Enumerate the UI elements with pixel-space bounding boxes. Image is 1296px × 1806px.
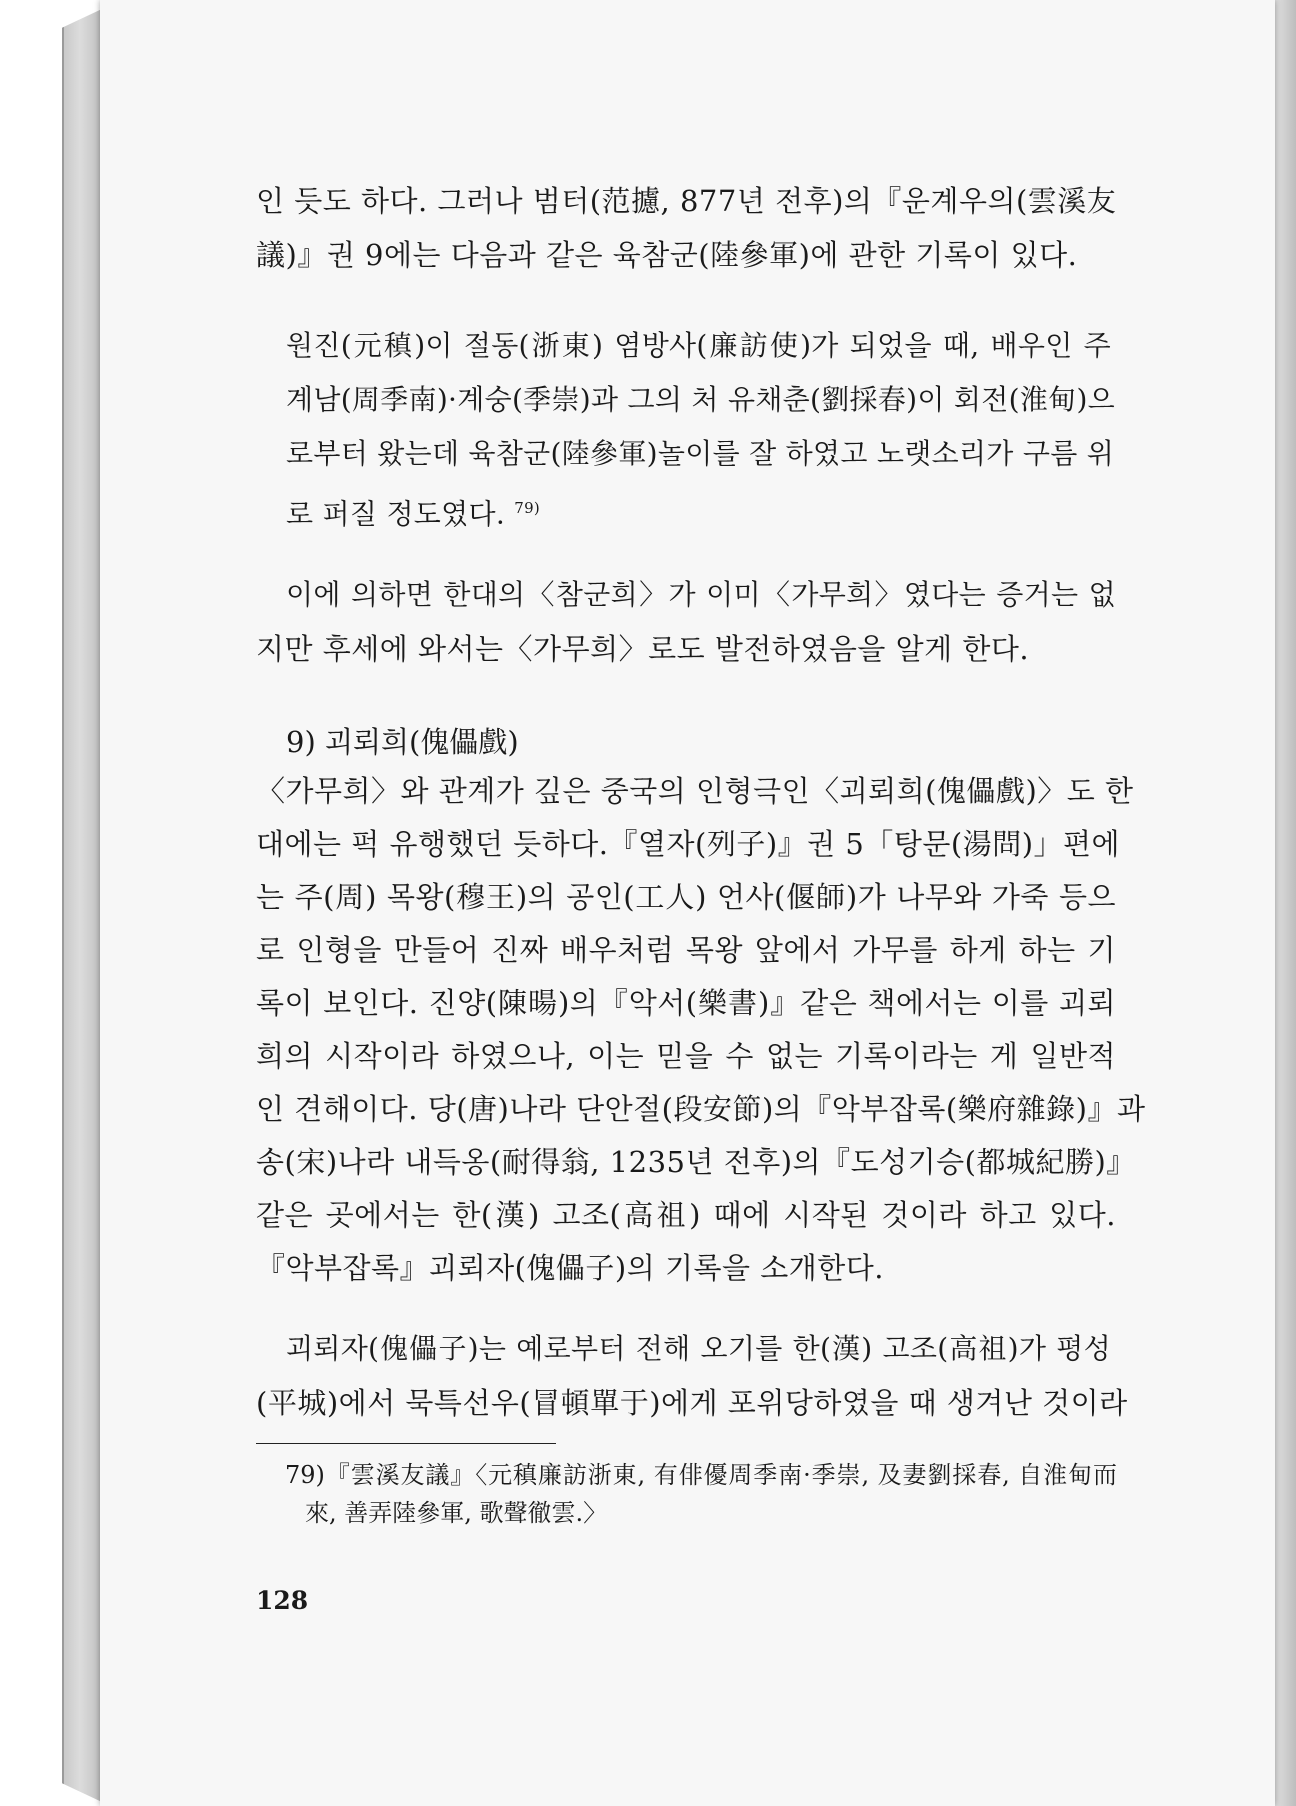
quote-line: 계남(周季南)·계숭(季崇)과 그의 처 유채춘(劉採春)이 회전(淮甸)으 (286, 383, 1116, 416)
body-line: 희의 시작이라 하였으나, 이는 믿을 수 없는 기록이라는 게 일반적 (256, 1039, 1116, 1073)
body-line: 록이 보인다. 진양(陳暘)의『악서(樂書)』같은 책에서는 이를 괴뢰 (256, 986, 1116, 1020)
quote-line: (平城)에서 묵특선우(冒頓單于)에게 포위당하였을 때 생겨난 것이라 (256, 1386, 1128, 1420)
quote-line (286, 485, 1111, 531)
book-spine-edge (62, 8, 104, 1803)
quote-line: 로부터 왔는데 육참군(陸參軍)놀이를 잘 하였고 노랫소리가 구름 위 (286, 437, 1115, 470)
body-line: 〈가무희〉와 관계가 깊은 중국의 인형극인〈괴뢰희(傀儡戲)〉도 한 (256, 774, 1134, 808)
footnote-line: 來, 善弄陸參軍, 歌聲徹雲.〉 (305, 1499, 608, 1527)
body-line: 인 듯도 하다. 그러나 범터(范攄, 877년 전후)의『운계우의(雲溪友 (256, 184, 1117, 218)
body-line: 로 인형을 만들어 진짜 배우처럼 목왕 앞에서 가무를 하게 하는 기 (256, 933, 1116, 967)
page-edge-shadow (1274, 0, 1296, 1806)
footnote-divider (256, 1443, 556, 1444)
body-line: 이에 의하면 한대의〈참군희〉가 이미〈가무희〉였다는 증거는 없 (286, 578, 1116, 611)
body-line: 지만 후세에 와서는〈가무희〉로도 발전하였음을 알게 한다. (256, 632, 1030, 666)
body-line: 議)』권 9에는 다음과 같은 육참군(陸參軍)에 관한 기록이 있다. (256, 238, 1078, 272)
page-number: 128 (256, 1586, 309, 1615)
quote-line-text: 로 퍼질 정도였다. (286, 497, 506, 531)
body-line: 대에는 퍽 유행했던 듯하다.『열자(列子)』권 5「탕문(湯問)」편에 (256, 827, 1121, 861)
section-heading: 9) 괴뢰희(傀儡戲) (286, 725, 519, 759)
quote-line: 원진(元稹)이 절동(浙東) 염방사(廉訪使)가 되었을 때, 배우인 주 (286, 329, 1111, 362)
body-line: 같은 곳에서는 한(漢) 고조(高祖) 때에 시작된 것이라 하고 있다. (256, 1198, 1116, 1232)
body-line: 는 주(周) 목왕(穆王)의 공인(工人) 언사(偃師)가 나무와 가죽 등으 (256, 880, 1116, 914)
footnote-line: 79)『雲溪友議』〈元稹廉訪浙東, 有俳優周季南·季崇, 及妻劉採春, 自淮甸而 (285, 1461, 1117, 1489)
footnote-ref[interactable]: 79) (514, 499, 541, 517)
quote-line: 괴뢰자(傀儡子)는 예로부터 전해 오기를 한(漢) 고조(高祖)가 평성 (286, 1332, 1111, 1365)
body-line: 『악부잡록』괴뢰자(傀儡子)의 기록을 소개한다. (256, 1251, 884, 1285)
body-line: 인 견해이다. 당(唐)나라 단안절(段安節)의『악부잡록(樂府雜錄)』과 (256, 1092, 1146, 1126)
body-line: 송(宋)나라 내득옹(耐得翁, 1235년 전후)의『도성기승(都城紀勝)』 (256, 1145, 1136, 1179)
